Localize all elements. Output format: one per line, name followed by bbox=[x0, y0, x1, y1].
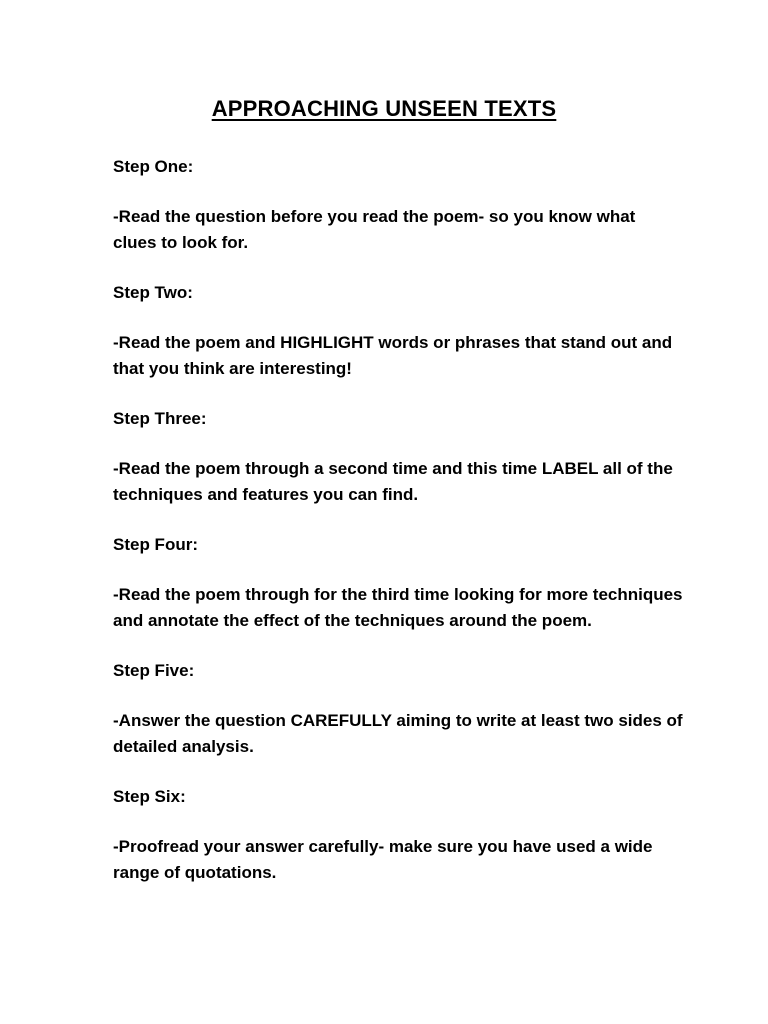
step-six bbox=[113, 784, 683, 886]
step-two bbox=[113, 280, 683, 382]
step-instruction: -Proofread your answer carefully- make sure you have used a wide range of quotations. bbox=[113, 837, 653, 882]
step-heading: Step Six: bbox=[113, 787, 186, 806]
step-three bbox=[113, 406, 683, 508]
step-heading: Step Four: bbox=[113, 535, 198, 554]
step-heading: Step One: bbox=[113, 157, 194, 176]
step-heading: Step Five: bbox=[113, 661, 195, 680]
step-five bbox=[113, 658, 683, 760]
document-title: APPROACHING UNSEEN TEXTS bbox=[211, 96, 557, 121]
step-one bbox=[113, 154, 683, 256]
step-instruction: -Read the question before you read the poem- so you know what clues to look for. bbox=[113, 207, 636, 252]
step-instruction: -Read the poem through a second time and this time LABEL all of the techniques and features you can find. bbox=[113, 459, 673, 504]
step-instruction: -Answer the question CAREFULLY aiming to write at least two sides of detailed analysis. bbox=[113, 711, 683, 756]
step-instruction: -Read the poem and HIGHLIGHT words or phrases that stand out and that you think are interesting! bbox=[113, 333, 673, 378]
steps-list bbox=[113, 154, 683, 910]
step-heading: Step Three: bbox=[113, 409, 207, 428]
step-heading: Step Two: bbox=[113, 283, 193, 302]
step-four bbox=[113, 532, 683, 634]
step-instruction: -Read the poem through for the third time looking for more techniques and annotate the effect of the techniques around the poem. bbox=[113, 585, 683, 630]
